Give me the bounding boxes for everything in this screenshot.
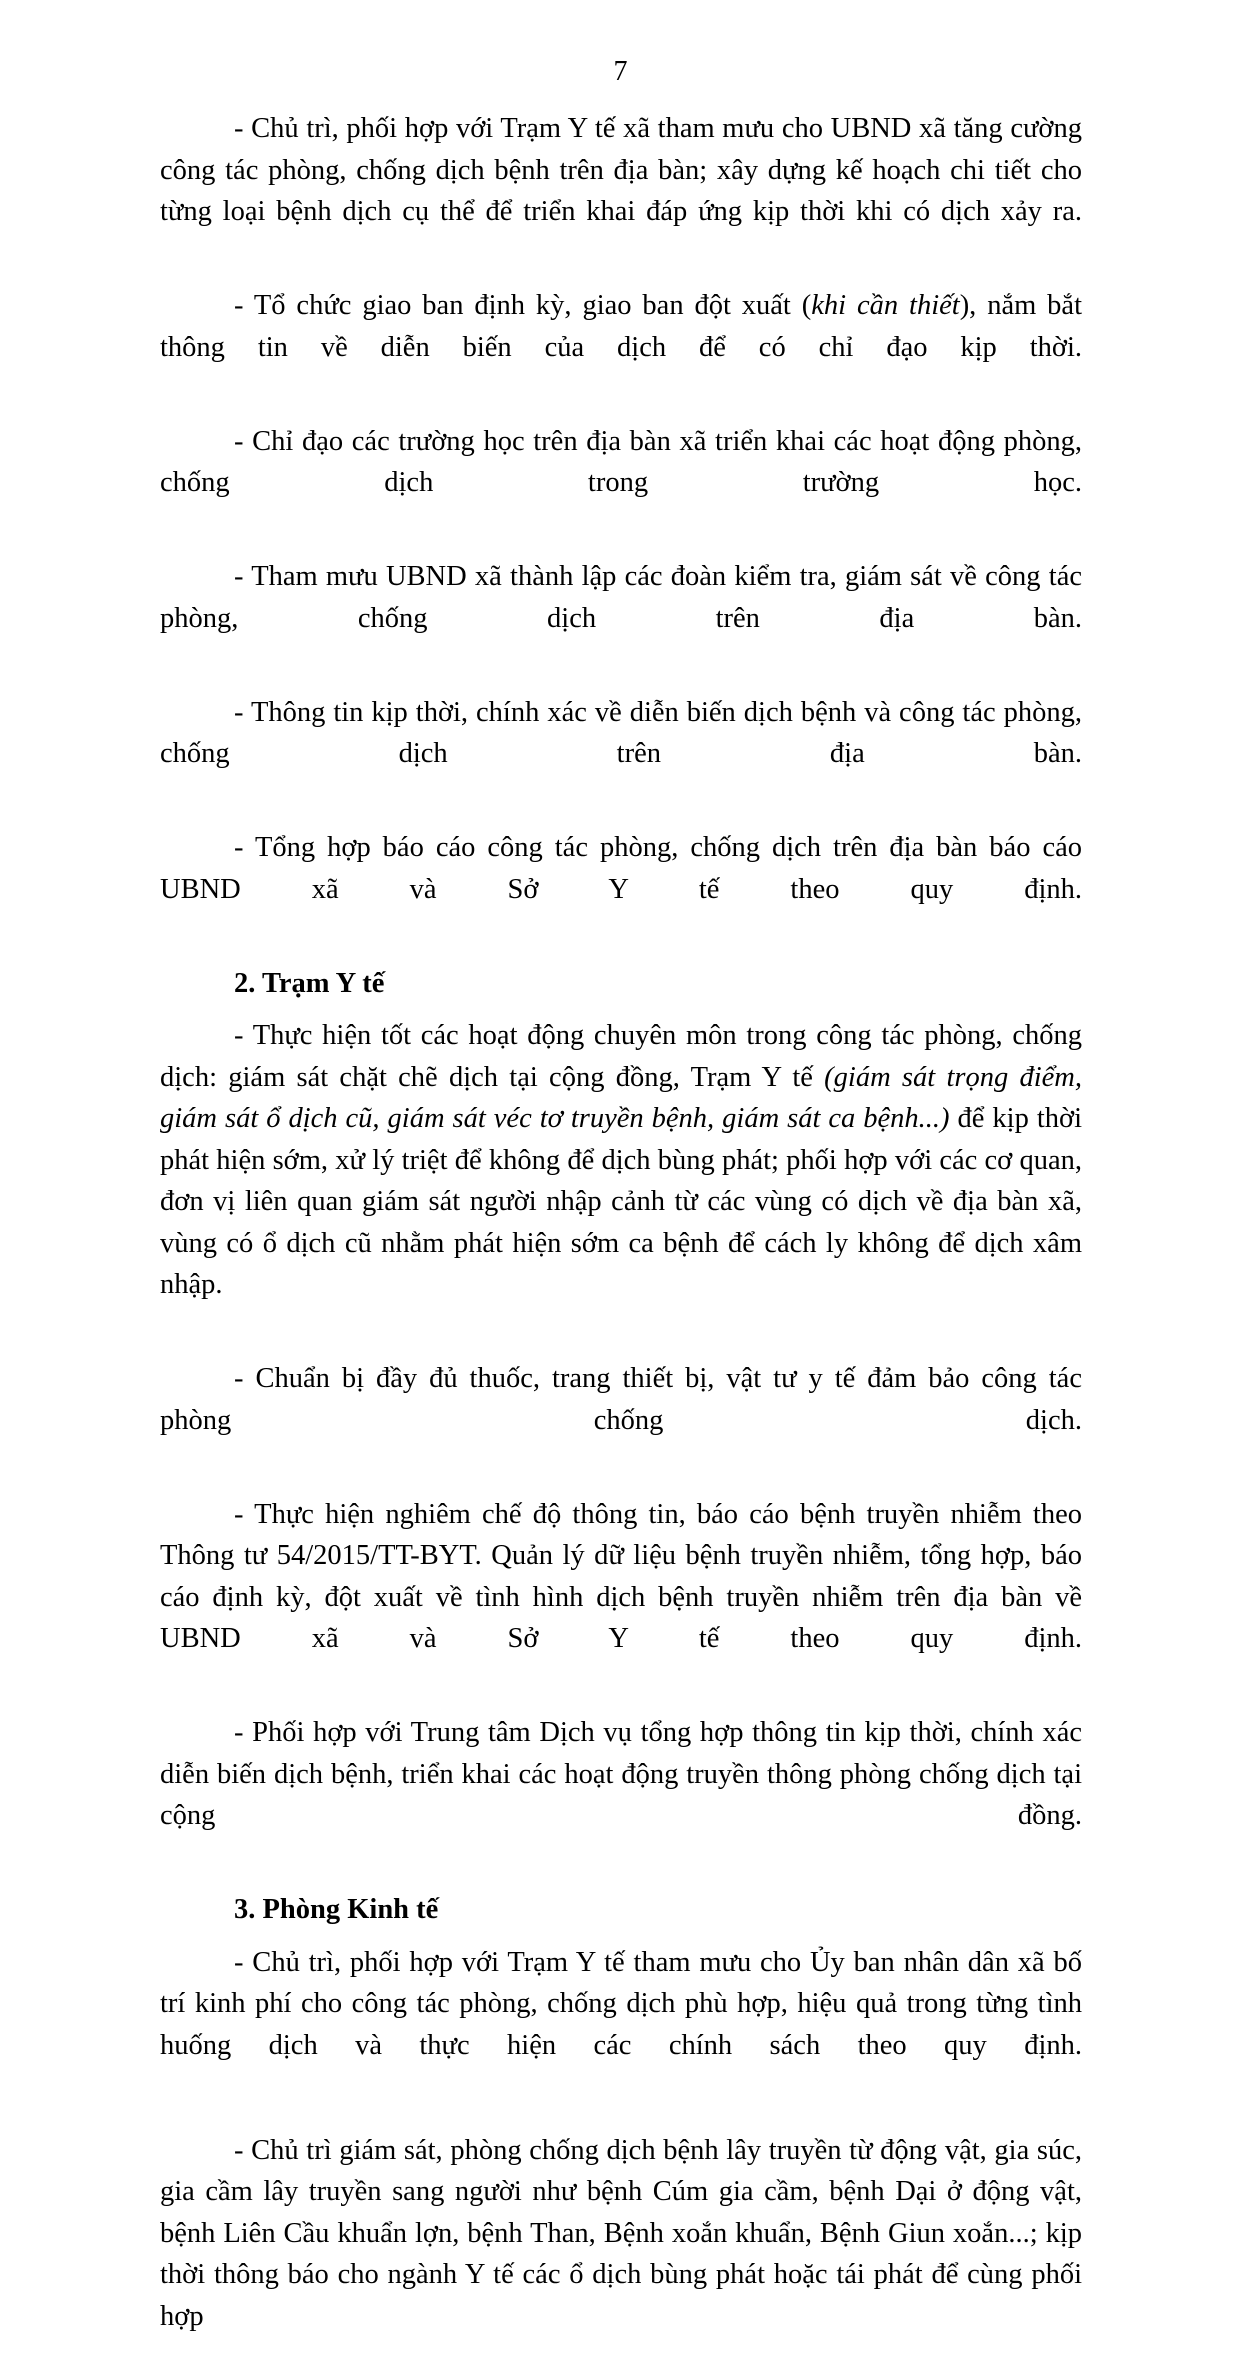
paragraph-p4: - Tham mưu UBND xã thành lập các đoàn kiểm tra, giám sát về công tác phòng, chống dịch trên địa bàn. [160, 561, 1082, 634]
document-body [160, 108, 1082, 2379]
paragraph-p12: - Chủ trì giám sát, phòng chống dịch bệnh lây truyền từ động vật, gia súc, gia cầm lây truyền sang người như bệnh Cúm gia cầm, bệnh Dại ở động vật, bệnh Liên Cầu khuẩn lợn, bệnh Than, Bệnh xoắn khuẩn, Bệnh Giun xoắn...; kịp thời thông báo cho ngành Y tế các ổ dịch bùng phát hoặc tái phát để cùng phối hợp [160, 2134, 1082, 2332]
paragraph-gap [160, 410, 1082, 421]
paragraph-p10: - Phối hợp với Trung tâm Dịch vụ tổng hợp thông tin kịp thời, chính xác diễn biến dịch bệnh, triển khai các hoạt động truyền thông phòng chống dịch tại cộng đồng. [160, 1717, 1082, 1831]
paragraph-gap [160, 1004, 1082, 1015]
paragraph-p2-pre: - Tổ chức giao ban định kỳ, giao ban đột xuất ( [234, 290, 812, 321]
paragraph-p5: - Thông tin kịp thời, chính xác về diễn biến dịch bệnh và công tác phòng, chống dịch trên địa bàn. [160, 696, 1082, 769]
paragraph-gap [160, 1347, 1082, 1358]
paragraph-p8: - Chuẩn bị đầy đủ thuốc, trang thiết bị, vật tư y tế đảm bảo công tác phòng chống dịch. [160, 1363, 1082, 1436]
paragraph-gap [160, 681, 1082, 692]
paragraph-gap [160, 1483, 1082, 1494]
paragraph-p3: - Chỉ đạo các trường học trên địa bàn xã triển khai các hoạt động phòng, chống dịch trong trường học. [160, 425, 1082, 498]
paragraph-gap [160, 2108, 1082, 2130]
paragraph-p2-italic: khi cần thiết [811, 290, 960, 321]
section-heading-2: 2. Trạm Y tế [234, 967, 385, 999]
paragraph-gap [160, 274, 1082, 285]
paragraph-p2-post: ), nắm bắt thông tin về diễn biến của dịch để có chỉ đạo kịp thời. [160, 290, 1082, 363]
paragraph-p2 [160, 285, 1082, 410]
paragraph-gap [160, 816, 1082, 827]
paragraph-p9: - Thực hiện nghiêm chế độ thông tin, báo cáo bệnh truyền nhiễm theo Thông tư 54/2015/TT-BYT. Quản lý dữ liệu bệnh truyền nhiễm, tổng hợp, báo cáo định kỳ, đột xuất về tình hình dịch bệnh truyền nhiễm trên địa bàn về UBND xã và Sở Y tế theo quy định. [160, 1498, 1082, 1654]
paragraph-p7-italic: (giám sát trọng điểm, giám sát ổ dịch cũ, giám sát véc tơ truyền bệnh, giám sát ca bệnh...) [160, 1061, 1082, 1134]
paragraph-p11: - Chủ trì, phối hợp với Trạm Y tế tham mưu cho Ủy ban nhân dân xã bố trí kinh phí cho công tác phòng, chống dịch phù hợp, hiệu quả trong từng tình huống dịch và thực hiện các chính sách theo quy định. [160, 1946, 1082, 2061]
paragraph-p1: - Chủ trì, phối hợp với Trạm Y tế xã tham mưu cho UBND xã tăng cường công tác phòng, chống dịch bệnh trên địa bàn; xây dựng kế hoạch chi tiết cho từng loại bệnh dịch cụ thể để triển khai đáp ứng kịp thời khi có dịch xảy ra. [160, 113, 1082, 227]
paragraph-gap [160, 545, 1082, 556]
paragraph-gap [160, 952, 1082, 963]
paragraph-p7 [160, 1015, 1082, 1347]
paragraph-gap [160, 1701, 1082, 1712]
paragraph-gap [160, 1931, 1082, 1942]
paragraph-p7-pre: - Thực hiện tốt các hoạt động chuyên môn trong công tác phòng, chống dịch: giám sát chặt chẽ dịch tại cộng đồng, Trạm Y tế [160, 1020, 1082, 1093]
section-heading-3: 3. Phòng Kinh tế [234, 1894, 439, 1925]
page-number: 7 [613, 56, 628, 87]
paragraph-gap [160, 1878, 1082, 1889]
paragraph-p6: - Tổng hợp báo cáo công tác phòng, chống dịch trên địa bàn báo cáo UBND xã và Sở Y tế theo quy định. [160, 832, 1082, 905]
paragraph-p7-post: để kịp thời phát hiện sớm, xử lý triệt để không để dịch bùng phát; phối hợp với các cơ quan, đơn vị liên quan giám sát người nhập cảnh từ các vùng có dịch về địa bàn xã, vùng có ổ dịch cũ nhằm phát hiện sớm ca bệnh để cách ly không để dịch xâm nhập. [160, 1103, 1082, 1300]
